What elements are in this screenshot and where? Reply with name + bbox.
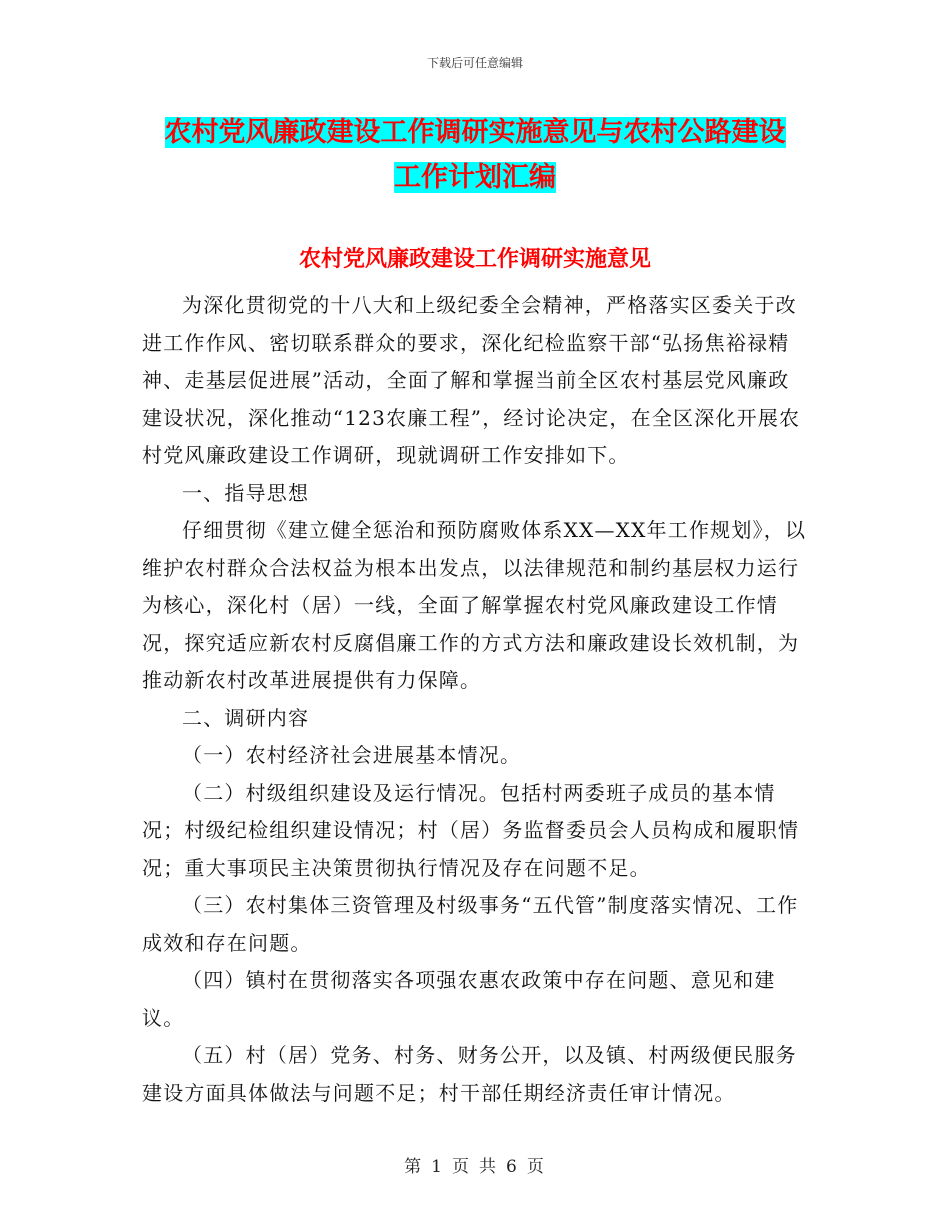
research-item-4: （四）镇村在贯彻落实各项强农惠农政策中存在问题、意见和建议。 <box>142 968 776 1030</box>
total-page-count: 6 <box>506 1157 519 1177</box>
document-body <box>142 287 808 1112</box>
current-page-number: 1 <box>431 1157 444 1177</box>
heading-guiding-ideology: 一、指导思想 <box>182 480 310 505</box>
heading-research-content: 二、调研内容 <box>182 705 310 730</box>
header-note: 下载后可任意编辑 <box>426 56 523 70</box>
document-title-line-1: 农村党风廉政建设工作调研实施意见与农村公路建设 <box>164 117 786 148</box>
intro-paragraph: 为深化贯彻党的十八大和上级纪委全会精神，严格落实区委关于改进工作作风、密切联系群众的要求，深化纪检监察干部“弘扬焦裕禄精神、走基层促进展”活动，全面了解和掌握当前全区农村基层党风廉政建设状况，深化推动“123农廉工程”，经讨论决定，在全区深化开展农村党风廉政建设工作调研，现就调研工作安排如下。 <box>142 293 801 467</box>
research-item-3: （三）农村集体三资管理及村级事务“五代管”制度落实情况、工作成效和存在问题。 <box>142 893 799 955</box>
footer-total-prefix: 共 <box>479 1157 498 1177</box>
research-item-1: （一）农村经济社会进展基本情况。 <box>182 743 522 767</box>
footer-page-unit: 页 <box>452 1157 471 1177</box>
research-item-2: （二）村级组织建设及运行情况。包括村两委班子成员的基本情况；村级纪检组织建设情况；村（居）务监督委员会人员构成和履职情况；重大事项民主决策贯彻执行情况及存在问题不足。 <box>142 780 800 880</box>
footer-prefix: 第 <box>404 1157 424 1177</box>
footer-total-unit: 页 <box>526 1157 546 1177</box>
section-title: 农村党风廉政建设工作调研实施意见 <box>298 246 651 272</box>
document-title <box>140 110 810 200</box>
page-footer <box>0 1152 950 1177</box>
research-item-5: （五）村（居）党务、村务、财务公开，以及镇、村两级便民服务建设方面具体做法与问题不足；村干部任期经济责任审计情况。 <box>142 1043 797 1105</box>
guiding-ideology-paragraph: 仔细贯彻《建立健全惩治和预防腐败体系XX—XX年工作规划》，以维护农村群众合法权益为根本出发点，以法律规范和制约基层权力运行为核心，深化村（居）一线，全面了解掌握农村党风廉政建设工作情况，探究适应新农村反腐倡廉工作的方式方法和廉政建设长效机制，为推动新农村改革进展提供有力保障。 <box>142 518 807 692</box>
document-title-line-2: 工作计划汇编 <box>394 162 556 193</box>
